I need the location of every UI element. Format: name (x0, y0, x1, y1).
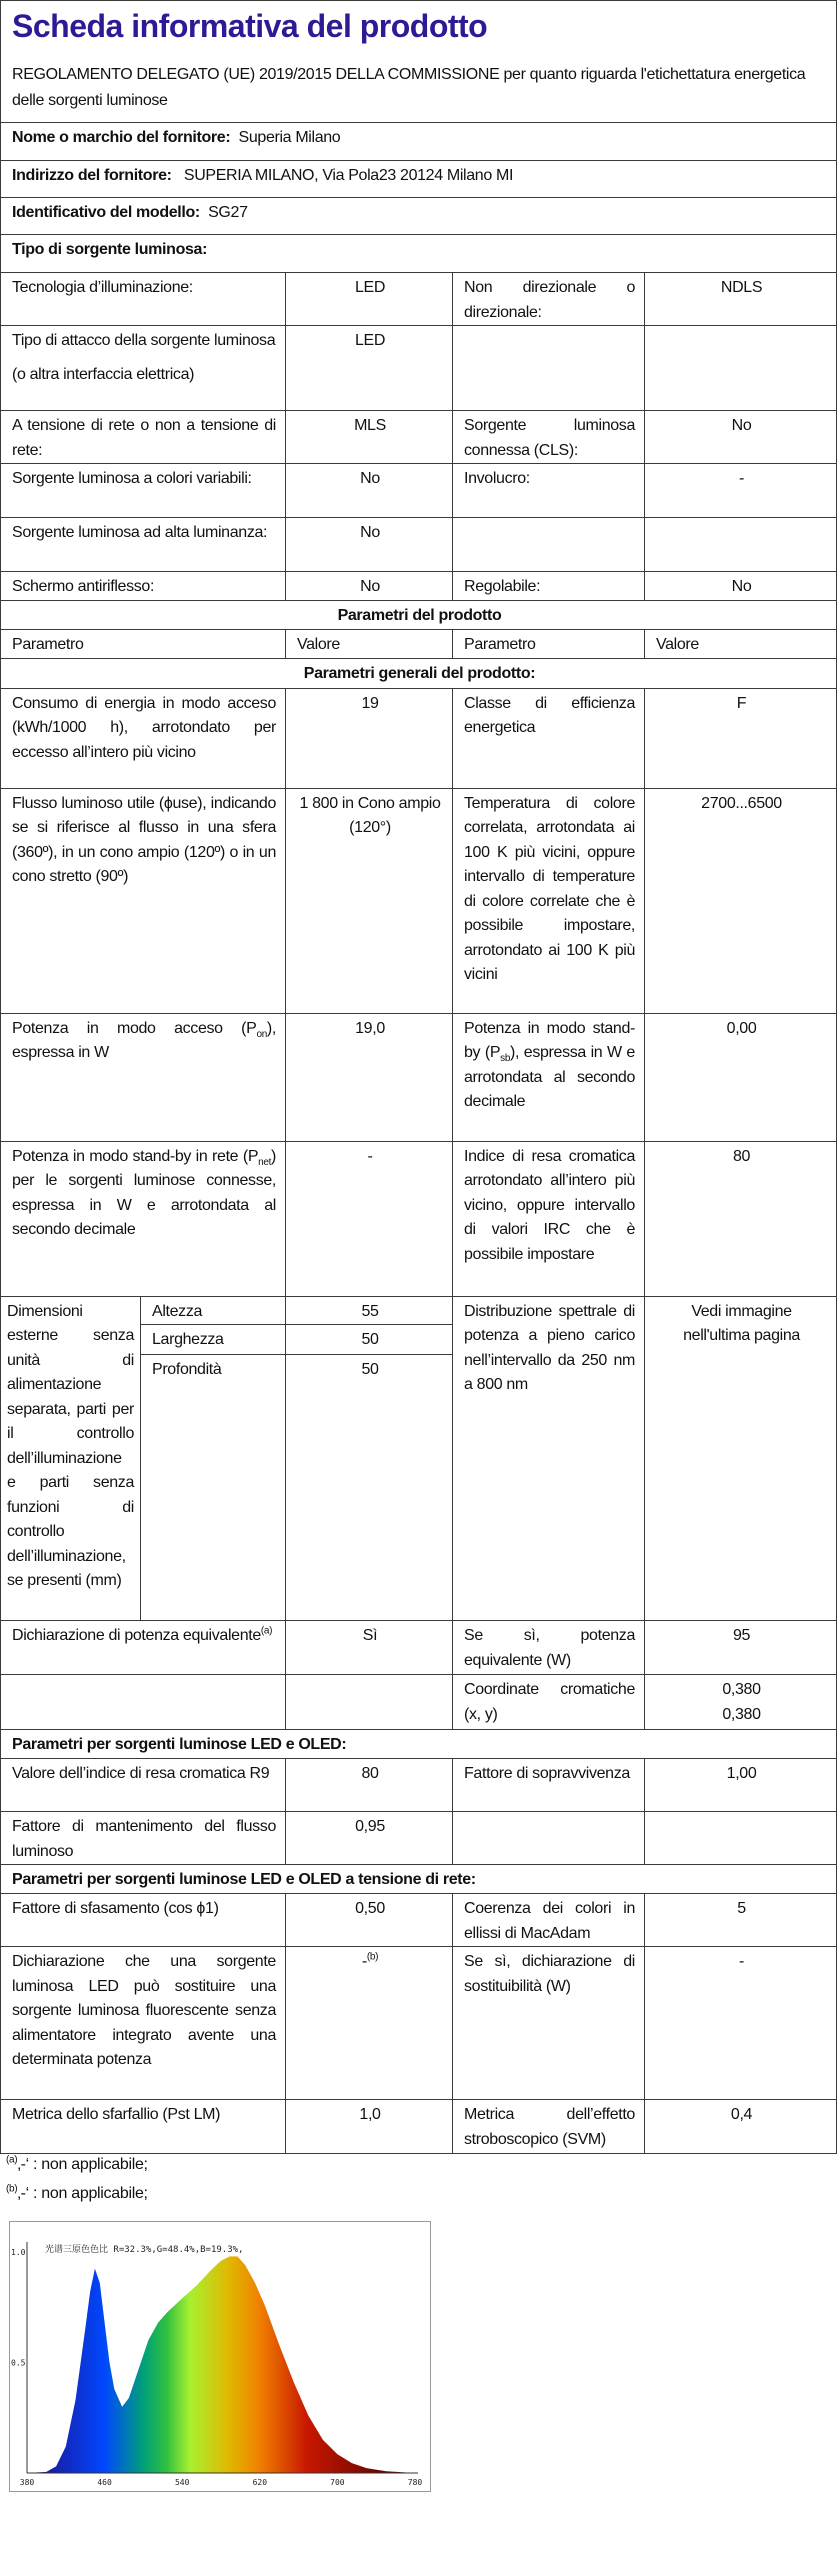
svm-value: 0,4 (645, 2100, 837, 2154)
empty-cell (453, 518, 645, 572)
table-row (1, 411, 837, 464)
depth-label: Profondità (141, 1355, 286, 1621)
chromaticity-label: Coordinate cromatiche (x, y) (453, 1675, 645, 1730)
column-header-parameter: Parametro (453, 629, 645, 658)
mains-params-heading: Parametri per sorgenti luminose LED e OLED a tensione di rete: (1, 1865, 837, 1894)
label-text: Potenza in modo stand-by (P (464, 1019, 635, 1061)
supplier-address-row (1, 161, 837, 198)
product-params-heading: Parametri del prodotto (1, 601, 837, 630)
x-tick-label: 540 (174, 2478, 190, 2487)
param-label: Tecnologia d’illuminazione: (1, 273, 286, 326)
equivalent-declaration-value: Sì (286, 1621, 453, 1675)
label-text: Dichiarazione di potenza equivalente (12, 1627, 261, 1644)
footnote-a (6, 2156, 148, 2174)
led-params-heading: Parametri per sorgenti luminose LED e OLED: (1, 1730, 837, 1759)
chromaticity-x: 0,380 (722, 1681, 761, 1698)
x-tick-label: 460 (97, 2478, 112, 2487)
chromaticity-value (645, 1675, 837, 1730)
footnote-ref: (a) (260, 1625, 273, 1637)
efficiency-class-value: F (645, 688, 837, 788)
table-row (1, 464, 837, 518)
supplier-name-label: Nome o marchio del fornitore: (12, 129, 231, 146)
height-label: Altezza (141, 1296, 286, 1325)
param-label-note: (o altra interfaccia elettrica) (12, 365, 195, 383)
column-header-value: Valore (645, 629, 837, 658)
param-value: No (286, 464, 453, 518)
param-value: No (286, 572, 453, 601)
param-label: Regolabile: (453, 572, 645, 601)
flux-label: Flusso luminoso utile (ϕuse), indicando se si riferisce al flusso in una sfera (360º), in un cono ampio (120º) o in un cono stretto (90º) (1, 788, 286, 1013)
replacement-label: Dichiarazione che una sorgente luminosa LED può sostituire una sorgente luminosa fluorescente senza alimentatore integrato avente una determinata potenza (1, 1947, 286, 2100)
cct-value: 2700...6500 (645, 788, 837, 1013)
table-row (1, 688, 837, 788)
displacement-label: Fattore di sfasamento (cos ϕ1) (1, 1894, 286, 1947)
macadam-value: 5 (645, 1894, 837, 1947)
param-value: No (286, 518, 453, 572)
cri-label: Indice di resa cromatica arrotondato all’intero più vicino, oppure intervallo di valori IRC che è possibile impostare (453, 1141, 645, 1296)
table-row (1, 1621, 837, 1675)
cct-label: Temperatura di colore correlata, arrotondata ai 100 K più vicini, oppure intervallo di temperature di colore correlate che è possibile impostare, arrotondato ai 100 K più vicini (453, 788, 645, 1013)
footnote-text: ‚-‘ : non applicabile; (17, 2185, 148, 2202)
p-net-value: - (286, 1141, 453, 1296)
table-row (1, 1013, 837, 1141)
param-label: Schermo antiriflesso: (1, 572, 286, 601)
supplier-name: Superia Milano (238, 129, 341, 146)
p-sb-value: 0,00 (645, 1013, 837, 1141)
table-row (1, 1759, 837, 1812)
label-text: Potenza in modo acceso (P (12, 1019, 257, 1037)
flicker-value: 1,0 (286, 2100, 453, 2154)
page-title: Scheda informativa del prodotto (12, 8, 488, 44)
r9-value: 80 (286, 1759, 453, 1812)
empty-cell (645, 1812, 837, 1865)
column-header-value: Valore (286, 629, 453, 658)
x-tick-label: 700 (330, 2478, 345, 2487)
empty-cell (286, 1675, 453, 1730)
r9-label: Valore dell’indice di resa cromatica R9 (1, 1759, 286, 1812)
p-on-label (1, 1013, 286, 1141)
table-row (1, 1141, 837, 1296)
column-header-row (1, 629, 837, 658)
replacement-w-label: Se sì, dichiarazione di sostituibilità (W) (453, 1947, 645, 2100)
chart-title: 光谱三原色色比 R=32.3%,G=48.4%,B=19.3%, (45, 2245, 244, 2255)
value-text: - (361, 1953, 367, 1970)
param-label: Involucro: (453, 464, 645, 518)
param-value: No (645, 572, 837, 601)
param-value: NDLS (645, 273, 837, 326)
label-subscript: sb (500, 1053, 511, 1065)
source-type-heading: Tipo di sorgente luminosa: (1, 235, 837, 273)
replacement-value (286, 1947, 453, 2100)
footnote-text: ‚-‘ : non applicabile; (17, 2156, 148, 2173)
empty-cell (453, 1812, 645, 1865)
chromaticity-y: 0,380 (722, 1705, 761, 1723)
x-tick-label: 780 (407, 2478, 423, 2487)
label-text: Potenza in modo stand-by in rete (P (12, 1147, 259, 1165)
empty-cell (1, 1675, 286, 1730)
model-row (1, 198, 837, 235)
param-label: Sorgente luminosa a colori variabili: (1, 464, 286, 518)
label-subscript: net (258, 1156, 272, 1168)
param-value: - (645, 464, 837, 518)
x-tick-label: 620 (252, 2478, 268, 2487)
label-text: ) per le sorgenti luminose connesse, espressa in W e arrotondata al secondo decimale (12, 1147, 276, 1238)
cri-value: 80 (645, 1141, 837, 1296)
efficiency-class-label: Classe di efficienza energetica (453, 688, 645, 788)
table-row (1, 1894, 837, 1947)
regulation-text: REGOLAMENTO DELEGATO (UE) 2019/2015 DELLA COMMISSIONE per quanto riguarda l'etichettatura energetica delle sorgenti luminose (12, 66, 806, 109)
equivalent-power-value: 95 (645, 1621, 837, 1675)
table-row (1, 788, 837, 1013)
table-row (1, 273, 837, 326)
footnote-ref: (b) (366, 1951, 379, 1963)
param-label: A tensione di rete o non a tensione di rete: (1, 411, 286, 464)
param-value: LED (286, 326, 453, 411)
svm-label: Metrica dell’effetto stroboscopico (SVM) (453, 2100, 645, 2154)
footnote-mark: (a) (6, 2154, 18, 2166)
general-params-heading: Parametri generali del prodotto: (1, 658, 837, 688)
param-value: MLS (286, 411, 453, 464)
height-value: 55 (286, 1296, 453, 1325)
footnote-b (6, 2185, 148, 2203)
param-label: Non direzionale o direzionale: (453, 273, 645, 326)
x-tick-label: 380 (19, 2478, 35, 2487)
param-value: LED (286, 273, 453, 326)
table-row (1, 326, 837, 411)
survival-label: Fattore di sopravvivenza (453, 1759, 645, 1812)
equivalent-power-label: Se sì, potenza equivalente (W) (453, 1621, 645, 1675)
param-label-main: Tipo di attacco della sorgente luminosa (12, 332, 276, 349)
y-tick-label: 1.0 (11, 2248, 26, 2257)
survival-value: 1,00 (645, 1759, 837, 1812)
supplier-address-label: Indirizzo del fornitore: (12, 167, 172, 184)
replacement-w-value: - (645, 1947, 837, 2100)
flicker-label: Metrica dello sfarfallio (Pst LM) (1, 2100, 286, 2154)
p-sb-label (453, 1013, 645, 1141)
supplier-address: SUPERIA MILANO, Via Pola23 20124 Milano MI (183, 167, 514, 184)
model-id: SG27 (208, 204, 248, 221)
consumption-value: 19 (286, 688, 453, 788)
param-label (1, 326, 286, 411)
empty-cell (645, 326, 837, 411)
label-text: ), espressa in W e arrotondata al secondo decimale (464, 1044, 635, 1110)
table-row (1, 1947, 837, 2100)
maintenance-value: 0,95 (286, 1812, 453, 1865)
table-row (1, 518, 837, 572)
param-value: No (645, 411, 837, 464)
macadam-label: Coerenza dei colori in ellissi di MacAdam (453, 1894, 645, 1947)
empty-cell (645, 518, 837, 572)
table-row (1, 572, 837, 601)
width-label: Larghezza (141, 1325, 286, 1355)
empty-cell (453, 326, 645, 411)
footnote-mark: (b) (6, 2183, 18, 2195)
p-on-value: 19,0 (286, 1013, 453, 1141)
equivalent-declaration-label (1, 1621, 286, 1675)
dimensions-label: Dimensioni esterne senza unità di alimentazione separata, parti per il controllo dell’illuminazione e parti senza funzioni di controllo dell’illuminazione, se presenti (mm) (1, 1296, 141, 1621)
displacement-value: 0,50 (286, 1894, 453, 1947)
spd-value: Vedi immagine nell'ultima pagina (645, 1296, 837, 1621)
label-subscript: on (256, 1028, 267, 1040)
consumption-label: Consumo di energia in modo acceso (kWh/1000 h), arrotondato per eccesso all’intero più vicino (1, 688, 286, 788)
depth-value: 50 (286, 1355, 453, 1621)
model-label: Identificativo del modello: (12, 204, 200, 221)
flux-value: 1 800 in Cono ampio (120°) (286, 788, 453, 1013)
param-label: Sorgente luminosa connessa (CLS): (453, 411, 645, 464)
supplier-name-row (1, 123, 837, 161)
table-row (1, 1296, 837, 1325)
label-text: ), espressa in W (12, 1019, 276, 1061)
p-net-label (1, 1141, 286, 1296)
table-row (1, 1812, 837, 1865)
y-tick-label: 0.5 (11, 2358, 26, 2368)
width-value: 50 (286, 1325, 453, 1355)
spd-label: Distribuzione spettrale di potenza a pieno carico nell’intervallo da 250 nm a 800 nm (453, 1296, 645, 1621)
maintenance-label: Fattore di mantenimento del flusso luminoso (1, 1812, 286, 1865)
column-header-parameter: Parametro (1, 629, 286, 658)
table-row (1, 2100, 837, 2154)
sheet-header (1, 1, 837, 123)
param-label: Sorgente luminosa ad alta luminanza: (1, 518, 286, 572)
spectral-distribution-chart (9, 2221, 431, 2493)
table-row (1, 1675, 837, 1730)
